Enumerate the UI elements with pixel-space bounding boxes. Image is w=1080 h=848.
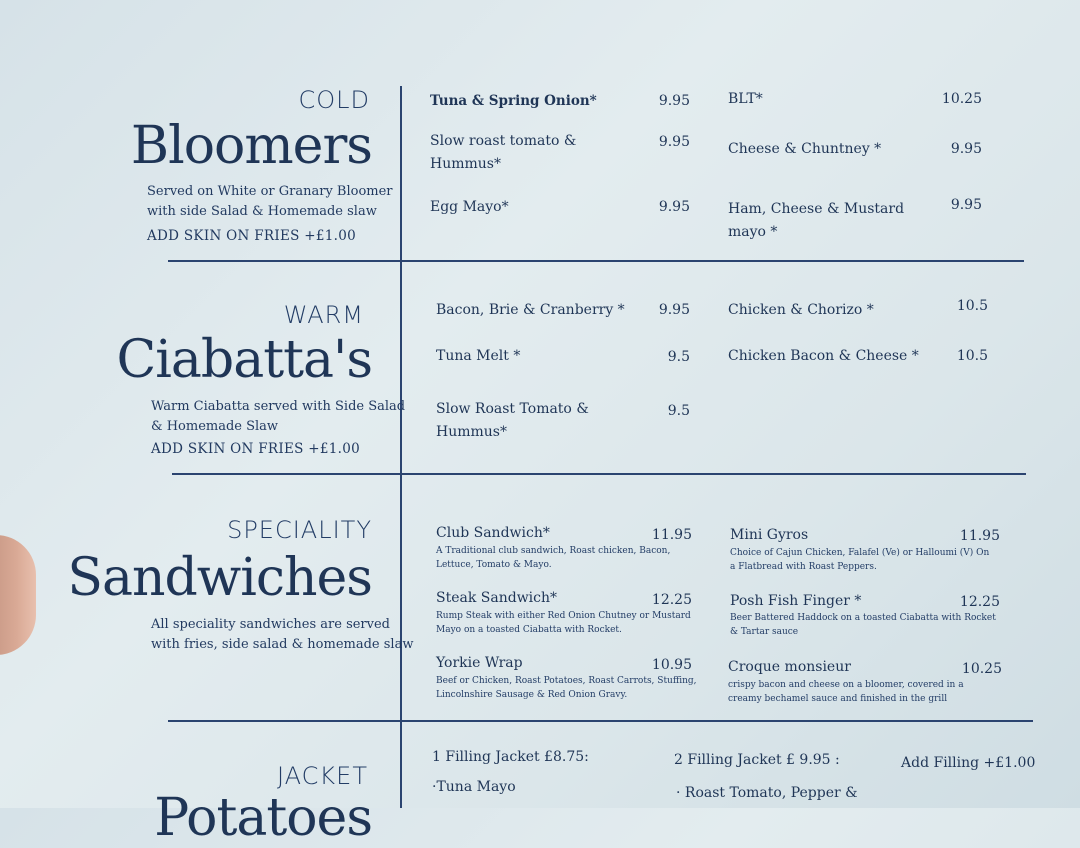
menu-item-price: 9.95	[658, 134, 690, 150]
menu-item-price: 11.95	[959, 528, 1000, 544]
section-divider	[168, 720, 1033, 722]
menu-item-price: 10.25	[941, 91, 982, 107]
jacket-option: 1 Filling Jacket £8.75:	[432, 749, 589, 765]
jacket-addon: Add Filling +£1.00	[901, 755, 1036, 771]
section-addon: ADD SKIN ON FRIES +£1.00	[147, 228, 357, 244]
menu-item-desc: Beef or Chicken, Roast Potatoes, Roast Carrots, Stuffing,	[436, 676, 697, 686]
section-desc: with side Salad & Homemade slaw	[147, 204, 377, 219]
menu-item-name: Ham, Cheese & Mustard	[728, 201, 905, 217]
section-addon: ADD SKIN ON FRIES +£1.00	[151, 441, 361, 457]
menu-item-price: 9.95	[658, 302, 690, 318]
jacket-filling: ·Tuna Mayo	[432, 779, 516, 795]
section-desc: All speciality sandwiches are served	[151, 617, 391, 632]
menu-item-price: 9.95	[658, 199, 690, 215]
section-title: Sandwiches	[67, 548, 372, 608]
section-label: SPECIALITY	[227, 516, 372, 544]
menu-item-price: 12.25	[651, 592, 692, 608]
menu-item-desc: Lettuce, Tomato & Mayo.	[436, 560, 552, 570]
section-label: WARM	[283, 301, 364, 329]
menu-item-price: 9.5	[667, 349, 690, 365]
menu-item-desc: Lincolnshire Sausage & Red Onion Gravy.	[436, 690, 628, 700]
menu-item-desc: Rump Steak with either Red Onion Chutney or Mustard	[436, 611, 691, 621]
menu-item-name: BLT*	[728, 91, 763, 107]
menu-item-name: mayo *	[728, 224, 778, 240]
menu-item-price: 12.25	[959, 594, 1000, 610]
menu-item-name: Hummus*	[436, 424, 507, 440]
menu-item-name: Yorkie Wrap	[436, 655, 523, 671]
menu-item-name: Egg Mayo*	[430, 199, 509, 215]
menu-item-name: Posh Fish Finger *	[730, 593, 862, 609]
menu-item-desc: creamy bechamel sauce and finished in the grill	[728, 694, 948, 704]
menu-item-price: 9.95	[658, 93, 690, 109]
menu-item-price: 10.5	[956, 348, 988, 364]
menu-item-price: 10.25	[961, 661, 1002, 677]
menu-item-desc: A Traditional club sandwich, Roast chicken, Bacon,	[436, 546, 671, 556]
section-title: Ciabatta's	[116, 330, 372, 390]
menu-item-name: Croque monsieur	[728, 659, 851, 675]
section-divider	[172, 473, 1026, 475]
menu-item-name: Cheese & Chuntney *	[728, 141, 882, 157]
section-title: Potatoes	[154, 788, 372, 848]
menu-item-name: Chicken & Chorizo *	[728, 302, 874, 318]
menu-item-desc: & Tartar sauce	[730, 627, 799, 637]
menu-item-price: 11.95	[651, 527, 692, 543]
menu-item-desc: a Flatbread with Roast Peppers.	[730, 562, 877, 572]
section-divider	[168, 260, 1024, 262]
menu-item-price: 10.5	[956, 298, 988, 314]
section-desc: Served on White or Granary Bloomer	[147, 184, 393, 199]
menu-item-name: Slow roast tomato &	[430, 133, 577, 149]
column-divider	[400, 86, 402, 808]
menu-item-price: 10.95	[651, 657, 692, 673]
menu-item-price: 9.95	[950, 141, 982, 157]
section-title: Bloomers	[130, 116, 372, 176]
menu-item-name: Club Sandwich*	[436, 525, 550, 541]
section-label: COLD	[298, 86, 370, 114]
menu-item-desc: Mayo on a toasted Ciabatta with Rocket.	[436, 625, 622, 635]
menu-item-name: Tuna Melt *	[436, 348, 521, 364]
menu-item-name: Chicken Bacon & Cheese *	[728, 348, 919, 364]
section-label: JACKET	[277, 762, 368, 790]
section-desc: & Homemade Slaw	[151, 419, 279, 434]
jacket-filling: · Roast Tomato, Pepper &	[676, 785, 858, 801]
menu-item-name: Steak Sandwich*	[436, 590, 558, 606]
menu-item-desc: Choice of Cajun Chicken, Falafel (Ve) or Halloumi (V) On	[730, 548, 990, 558]
menu-item-desc: Beer Battered Haddock on a toasted Ciabatta with Rocket	[730, 613, 996, 623]
menu-item-desc: crispy bacon and cheese on a bloomer, covered in a	[728, 680, 964, 690]
section-desc: Warm Ciabatta served with Side Salad	[151, 399, 406, 414]
menu-item-name: Hummus*	[430, 156, 501, 172]
jacket-option: 2 Filling Jacket £ 9.95 :	[674, 752, 840, 768]
menu-item-price: 9.5	[667, 403, 690, 419]
section-desc: with fries, side salad & homemade slaw	[151, 637, 414, 652]
menu-item-name: Mini Gyros	[730, 527, 809, 543]
menu-item-name: Slow Roast Tomato &	[436, 401, 589, 417]
menu-item-price: 9.95	[950, 197, 982, 213]
menu-item-name: Bacon, Brie & Cranberry *	[436, 302, 625, 318]
menu-item-name: Tuna & Spring Onion*	[430, 93, 597, 109]
